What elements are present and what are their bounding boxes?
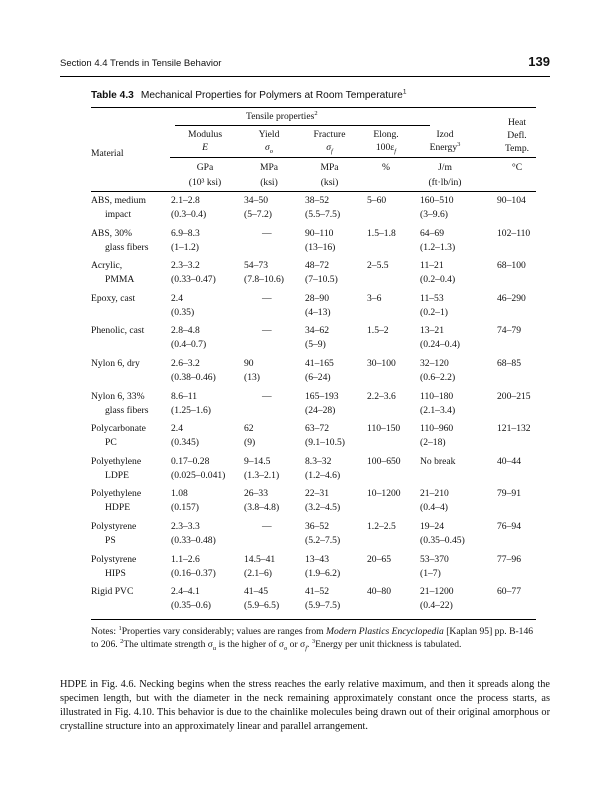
cell-material: Nylon 6, 33% [91, 390, 145, 402]
cell-modulus: 2.4 [171, 423, 183, 435]
cell-fracture: 34–62 [305, 325, 329, 337]
cell-material: Polycarbonate [91, 423, 146, 435]
header-heat-line1: Heat [507, 117, 527, 128]
table-number: Table 4.3 [91, 90, 134, 101]
units-elongation: % [382, 162, 390, 173]
table-bottom-rule [91, 619, 536, 620]
cell-modulus-line2: (0.33–0.48) [171, 535, 216, 546]
cell-izod-line2: (0.4–22) [420, 600, 453, 612]
header-izod [414, 129, 476, 154]
header-fracture-subscript: f [330, 147, 333, 155]
cell-elongation: 40–80 [367, 586, 391, 598]
cell-yield: — [262, 227, 272, 239]
note-2-text-c: or σ [287, 639, 306, 650]
header-elongation-subscript: f [394, 147, 397, 155]
cell-material: Polyethylene [91, 488, 142, 500]
cell-fracture-line2: (5.5–7.5) [305, 209, 341, 220]
cell-heat-deflection: 77–96 [497, 553, 521, 565]
note-3-mark: 3 [311, 637, 316, 645]
cell-material: Phenolic, cast [91, 325, 145, 337]
cell-izod-line2: (2–18) [420, 437, 446, 449]
header-heat-deflection [496, 117, 538, 155]
header-yield-name: Yield [258, 129, 280, 140]
cell-heat-deflection: 46–290 [497, 292, 526, 304]
cell-izod: 21–210 [420, 488, 449, 500]
header-modulus-name: Modulus [187, 129, 223, 140]
cell-yield: 9–14.5 [244, 455, 271, 467]
note-1-mark: 1 [118, 624, 122, 632]
cell-fracture: 8.3–32 [305, 455, 332, 467]
tensile-group-header [246, 110, 318, 123]
header-material: Material [91, 148, 124, 159]
tensile-group-footnote-mark: 2 [314, 109, 318, 117]
cell-modulus: 2.3–3.2 [171, 260, 200, 272]
cell-yield: — [262, 325, 272, 337]
cell-fracture-line2: (5.2–7.5) [305, 535, 341, 546]
cell-izod-line2: (0.24–0.4) [420, 339, 460, 351]
cell-yield: 90 [244, 358, 254, 369]
note-2-end: . [307, 639, 312, 650]
cell-izod: 110–180 [420, 390, 454, 402]
cell-material-line2: PS [105, 535, 116, 546]
cell-yield: 62 [244, 423, 254, 435]
cell-fracture: 36–52 [305, 521, 329, 532]
table-notes [91, 625, 536, 651]
table-title-footnote-mark: 1 [402, 88, 407, 96]
cell-yield-line2: (2.1–6) [244, 567, 272, 579]
cell-fracture-line2: (1.2–4.6) [305, 469, 341, 481]
cell-elongation: 3–6 [367, 292, 382, 304]
units-yield-si: MPa [259, 162, 279, 173]
cell-fracture-line2: (6–24) [305, 372, 331, 383]
cell-material: Polystyrene [91, 521, 137, 532]
units-yield [244, 162, 294, 189]
cell-modulus: 1.08 [171, 488, 188, 500]
cell-material: Epoxy, cast [91, 292, 136, 304]
header-yield-subscript: o [269, 147, 273, 155]
units-izod-si: J/m [438, 162, 452, 173]
units-heat: °C [511, 162, 523, 173]
header-yield-symbol: σ [265, 142, 270, 153]
cell-material: Polyethylene [91, 455, 142, 467]
cell-heat-deflection: 74–79 [497, 325, 521, 337]
note-2-sub-u: u [212, 644, 217, 652]
cell-elongation: 10–1200 [367, 488, 401, 500]
cell-fracture-line2: (5–9) [305, 339, 326, 351]
cell-izod-line2: (0.6–2.2) [420, 372, 456, 383]
cell-modulus: 2.8–4.8 [171, 325, 200, 337]
note-2-sub-o: o [284, 644, 288, 652]
cell-yield: 34–50 [244, 195, 268, 206]
cell-izod-line2: (0.35–0.45) [420, 535, 465, 546]
table-title [91, 90, 406, 101]
cell-fracture-line2: (4–13) [305, 306, 331, 318]
cell-izod: 13–21 [420, 325, 444, 337]
cell-yield: 14.5–41 [244, 553, 276, 565]
header-fracture-name: Fracture [313, 129, 346, 140]
header-izod-footnote-mark: 3 [457, 140, 461, 148]
cell-izod-line2: (0.2–0.4) [420, 274, 456, 286]
body-paragraph: HDPE in Fig. 4.6. Necking begins when the stress reaches the early relative maximum, and then it spreads along the specimen length, but with the diameter in the neck remaining approximately constant once the process starts, as illustrated in Fig. 4.10. This behavior is due to the chainlike molecules being drawn out of their original amorphous or crystalline structure into an approximately linear and parallel arrangement. [60, 679, 550, 733]
cell-modulus: 2.1–2.8 [171, 195, 200, 206]
cell-yield: 41–45 [244, 586, 268, 598]
cell-modulus: 2.6–3.2 [171, 358, 200, 369]
tensile-group-label: Tensile properties [246, 111, 315, 122]
cell-modulus: 2.4–4.1 [171, 586, 200, 598]
cell-modulus: 6.9–8.3 [171, 227, 200, 239]
cell-yield-line2: (5.9–6.5) [244, 600, 280, 612]
header-heat-line3: Temp. [504, 143, 530, 154]
units-top-rule [170, 157, 536, 158]
cell-modulus-line2: (1.25–1.6) [171, 404, 211, 416]
note-1-text: Properties vary considerably; values are ranges from [121, 626, 327, 637]
cell-modulus-line2: (0.345) [171, 437, 199, 449]
note-1-source: Modern Plastics Encyclopedia [326, 626, 444, 637]
note-2-text: The ultimate strength σ [123, 639, 213, 650]
cell-heat-deflection: 76–94 [497, 521, 521, 532]
cell-material-line2: PMMA [105, 274, 135, 286]
header-bottom-rule [91, 191, 536, 192]
header-fracture [302, 129, 357, 154]
header-izod-energy: Energy [429, 142, 458, 153]
cell-material-line2: PC [105, 437, 117, 449]
note-2-text-b: is the higher of σ [216, 639, 284, 650]
units-fracture-si: MPa [320, 162, 339, 173]
units-fracture [302, 162, 357, 189]
cell-elongation: 20–65 [367, 553, 391, 565]
cell-modulus: 1.1–2.6 [171, 553, 200, 565]
cell-modulus-line2: (0.3–0.4) [171, 209, 207, 220]
cell-fracture: 22–31 [305, 488, 329, 500]
cell-yield-line2: (1.3–2.1) [244, 469, 280, 481]
table-caption: Mechanical Properties for Polymers at Room Temperature [140, 90, 403, 101]
cell-izod: 21–1200 [420, 586, 454, 598]
cell-elongation: 1.5–1.8 [367, 227, 396, 239]
cell-fracture: 13–43 [305, 553, 329, 565]
cell-modulus-line2: (0.35) [171, 306, 195, 318]
cell-izod-line2: (1.2–1.3) [420, 241, 456, 253]
cell-izod: 32–120 [420, 358, 449, 369]
cell-fracture: 90–110 [305, 227, 334, 239]
cell-material: Nylon 6, dry [91, 358, 140, 369]
cell-heat-deflection: 68–85 [497, 358, 521, 369]
cell-yield-line2: (5–7.2) [244, 209, 272, 220]
cell-yield-line2: (9) [244, 437, 256, 449]
units-modulus-si: GPa [196, 162, 214, 173]
note-1-citation: [Kaplan 95] pp. B-146 to 206. [91, 626, 534, 650]
cell-izod: 11–53 [420, 292, 444, 304]
cell-modulus-line2: (0.4–0.7) [171, 339, 207, 351]
cell-material-line2: HDPE [105, 502, 131, 514]
cell-heat-deflection: 90–104 [497, 195, 526, 206]
cell-izod: 160–510 [420, 195, 454, 206]
cell-modulus-line2: (0.157) [171, 502, 199, 514]
cell-elongation: 2–5.5 [367, 260, 389, 272]
cell-izod-line2: (0.4–4) [420, 502, 448, 514]
cell-modulus-line2: (0.16–0.37) [171, 567, 216, 579]
header-modulus [170, 129, 240, 154]
cell-heat-deflection: 200–215 [497, 390, 531, 402]
cell-fracture-line2: (24–28) [305, 404, 336, 416]
cell-yield: 26–33 [244, 488, 268, 500]
cell-heat-deflection: 79–91 [497, 488, 521, 500]
cell-yield-line2: (13) [244, 372, 260, 383]
running-head [60, 54, 550, 74]
cell-izod-line2: (3–9.6) [420, 209, 448, 220]
header-fracture-symbol: σ [326, 142, 331, 153]
cell-izod: 11–21 [420, 260, 444, 272]
header-modulus-symbol: E [202, 142, 208, 153]
cell-heat-deflection: 68–100 [497, 260, 526, 272]
cell-modulus-line2: (0.38–0.46) [171, 372, 216, 383]
cell-izod: 19–24 [420, 521, 444, 532]
units-izod-imperial: (ft·lb/in) [428, 177, 462, 188]
page-number: 139 [528, 54, 550, 69]
cell-yield-line2: (7.8–10.6) [244, 274, 284, 286]
cell-modulus-line2: (0.35–0.6) [171, 600, 211, 612]
note-3-text: Energy per unit thickness is tabulated. [315, 639, 462, 650]
cell-yield: — [262, 521, 272, 532]
header-elongation [360, 129, 412, 154]
header-elongation-name: Elong. [373, 129, 399, 140]
cell-yield-line2: (3.8–4.8) [244, 502, 280, 514]
cell-modulus: 8.6–11 [171, 390, 198, 402]
cell-izod: 53–370 [420, 553, 449, 565]
units-modulus [170, 162, 240, 189]
cell-izod: 64–69 [420, 227, 444, 239]
cell-material-line2: impact [105, 209, 132, 220]
cell-fracture-line2: (5.9–7.5) [305, 600, 341, 612]
header-rule [60, 76, 550, 77]
cell-izod: 110–960 [420, 423, 454, 435]
units-fracture-ksi: (ksi) [320, 177, 339, 188]
cell-elongation: 5–60 [367, 195, 387, 206]
cell-material: ABS, 30% [91, 227, 133, 239]
cell-heat-deflection: 60–77 [497, 586, 521, 598]
cell-fracture: 28–90 [305, 292, 329, 304]
cell-fracture: 63–72 [305, 423, 329, 435]
cell-izod: No break [420, 455, 456, 467]
cell-material-line2: glass fibers [105, 404, 149, 416]
units-yield-ksi: (ksi) [260, 177, 278, 188]
cell-fracture: 41–165 [305, 358, 334, 369]
cell-fracture: 48–72 [305, 260, 329, 272]
cell-elongation: 30–100 [367, 358, 396, 369]
cell-material: Polystyrene [91, 553, 137, 565]
units-izod [414, 162, 476, 189]
section-label: Section 4.4 Trends in Tensile Behavior [60, 58, 222, 69]
cell-elongation: 110–150 [367, 423, 401, 435]
cell-modulus: 2.3–3.3 [171, 521, 200, 532]
header-yield [244, 129, 294, 154]
cell-fracture: 165–193 [305, 390, 339, 402]
cell-fracture-line2: (1.9–6.2) [305, 567, 341, 579]
cell-yield: — [262, 390, 272, 402]
cell-fracture: 38–52 [305, 195, 329, 206]
table-top-rule [91, 107, 536, 108]
cell-material: Acrylic, [91, 260, 123, 272]
cell-fracture-line2: (7–10.5) [305, 274, 338, 286]
cell-yield: 54–73 [244, 260, 268, 272]
header-elongation-symbol: 100ε [375, 142, 395, 153]
cell-modulus-line2: (1–1.2) [171, 241, 199, 253]
cell-fracture-line2: (3.2–4.5) [305, 502, 341, 514]
cell-modulus: 2.4 [171, 292, 183, 304]
cell-fracture-line2: (9.1–10.5) [305, 437, 345, 449]
cell-izod-line2: (0.2–1) [420, 306, 448, 318]
cell-material: ABS, medium [91, 195, 146, 206]
tensile-group-rule [175, 125, 430, 126]
cell-fracture: 41–52 [305, 586, 329, 598]
cell-elongation: 100–650 [367, 455, 401, 467]
cell-elongation: 2.2–3.6 [367, 390, 396, 402]
cell-material: Rigid PVC [91, 586, 134, 598]
cell-heat-deflection: 121–132 [497, 423, 531, 435]
cell-fracture-line2: (13–16) [305, 241, 336, 253]
notes-prefix: Notes: [91, 626, 119, 637]
header-heat-line2: Defl. [507, 130, 527, 141]
cell-izod-line2: (2.1–3.4) [420, 404, 456, 416]
cell-modulus-line2: (0.025–0.041) [171, 469, 226, 481]
cell-material-line2: glass fibers [105, 241, 149, 253]
header-izod-name: Izod [436, 129, 454, 140]
note-2-sub-f: f [305, 644, 308, 652]
cell-material-line2: LDPE [105, 469, 129, 481]
cell-heat-deflection: 40–44 [497, 455, 521, 467]
cell-yield: — [262, 292, 272, 304]
cell-modulus: 0.17–0.28 [171, 455, 210, 467]
note-2-mark: 2 [120, 637, 124, 645]
cell-material-line2: HIPS [105, 567, 126, 579]
cell-heat-deflection: 102–110 [497, 227, 531, 239]
cell-elongation: 1.2–2.5 [367, 521, 396, 532]
cell-elongation: 1.5–2 [367, 325, 389, 337]
units-modulus-ksi: (10³ ksi) [188, 177, 222, 188]
cell-izod-line2: (1–7) [420, 567, 441, 579]
cell-modulus-line2: (0.33–0.47) [171, 274, 216, 286]
